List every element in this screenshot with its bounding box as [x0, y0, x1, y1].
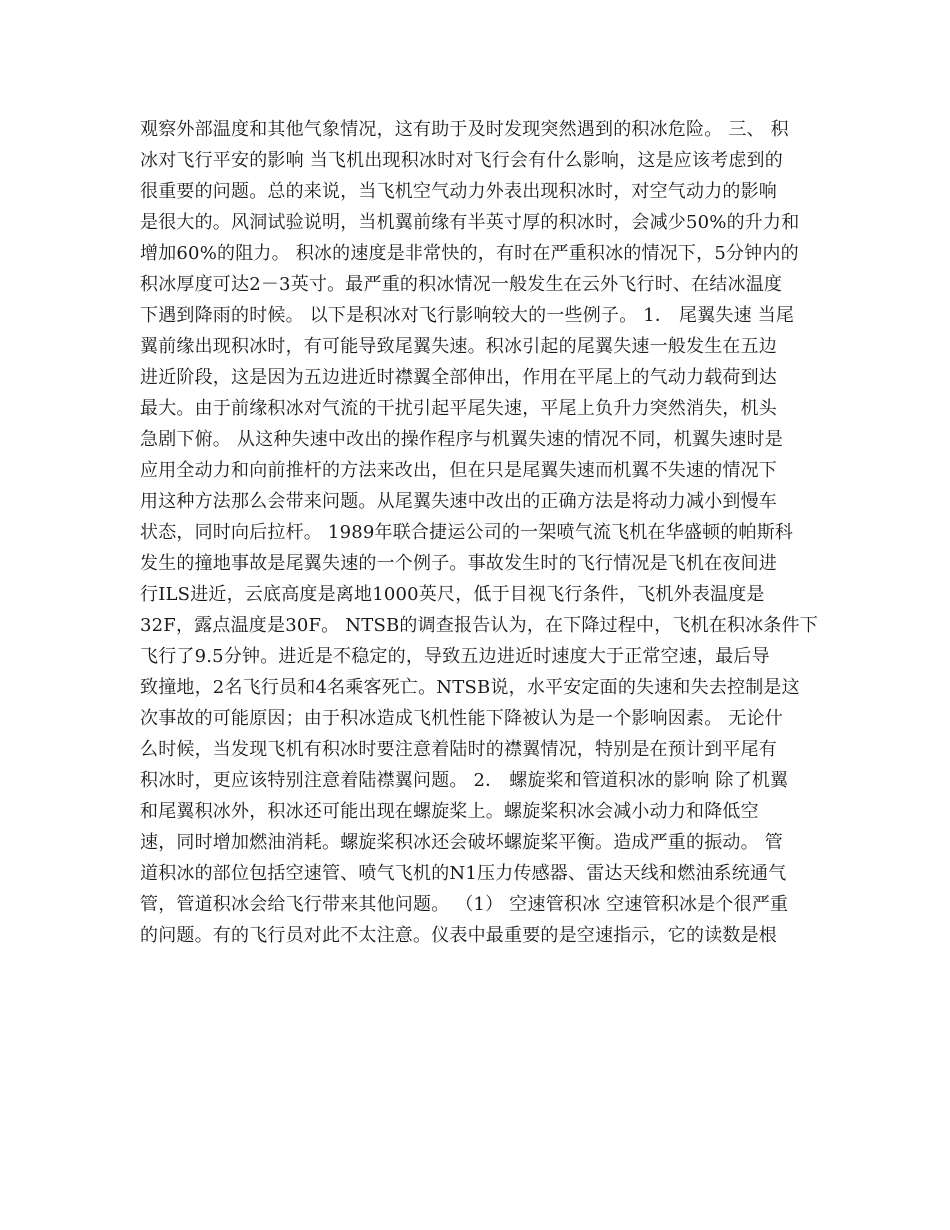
text-line: 进近阶段，这是因为五边进近时襟翼全部伸出，作用在平尾上的气动力载荷到达 [140, 367, 777, 388]
text-line: 么时候，当发现飞机有积冰时要注意着陆时的襟翼情况，特别是在预计到平尾有 [140, 739, 777, 760]
text-line: 最大。由于前缘积冰对气流的干扰引起平尾失速，平尾上负升力突然消失，机头 [140, 398, 777, 419]
text-line: 和尾翼积冰外，积冰还可能出现在螺旋桨上。螺旋桨积冰会减小动力和降低空 [140, 801, 759, 822]
text-line: 积冰厚度可达2－3英寸。最严重的积冰情况一般发生在云外飞行时、在结冰温度 [140, 274, 783, 295]
text-line: 很重要的问题。总的来说，当飞机空气动力外表出现积冰时，对空气动力的影响 [140, 181, 777, 202]
text-line: 是很大的。风洞试验说明，当机翼前缘有半英寸厚的积冰时，会减少50%的升力和 [140, 212, 800, 233]
text-line: 次事故的可能原因；由于积冰造成飞机性能下降被认为是一个影响因素。 无论什 [140, 708, 783, 729]
text-line: 应用全动力和向前推杆的方法来改出，但在只是尾翼失速而机翼不失速的情况下 [140, 460, 777, 481]
text-line: 冰对飞行平安的影响 当飞机出现积冰时对飞行会有什么影响，这是应该考虑到的 [140, 150, 783, 171]
text-line: 飞行了9.5分钟。进近是不稳定的，导致五边进近时速度大于正常空速，最后导 [140, 646, 770, 667]
text-line: 致撞地，2名飞行员和4名乘客死亡。NTSB说，水平安定面的失速和失去控制是这 [140, 677, 800, 698]
text-line: 行ILS进近，云底高度是离地1000英尺，低于目视飞行条件，飞机外表温度是 [140, 584, 765, 605]
text-line: 发生的撞地事故是尾翼失速的一个例子。事故发生时的飞行情况是飞机在夜间进 [140, 553, 777, 574]
body-text [140, 114, 820, 951]
text-line: 观察外部温度和其他气象情况，这有助于及时发现突然遇到的积冰危险。 三、 积 [140, 119, 789, 140]
text-line: 管，管道积冰会给飞行带来其他问题。 （1） 空速管积冰 空速管积冰是个很严重 [140, 894, 789, 915]
text-line: 速，同时增加燃油消耗。螺旋桨积冰还会破坏螺旋桨平衡。造成严重的振动。 管 [140, 832, 783, 853]
text-line: 翼前缘出现积冰时，有可能导致尾翼失速。积冰引起的尾翼失速一般发生在五边 [140, 336, 777, 357]
text-line: 状态，同时向后拉杆。 1989年联合捷运公司的一架喷气流飞机在华盛顿的帕斯科 [140, 522, 794, 543]
text-line: 积冰时，更应该特别注意着陆襟翼问题。 2． 螺旋桨和管道积冰的影响 除了机翼 [140, 770, 789, 791]
text-line: 32F，露点温度是30F。 NTSB的调查报告认为，在下降过程中，飞机在积冰条件下 [140, 615, 819, 636]
text-line: 急剧下俯。 从这种失速中改出的操作程序与机翼失速的情况不同，机翼失速时是 [140, 429, 783, 450]
text-line: 用这种方法那么会带来问题。从尾翼失速中改出的正确方法是将动力减小到慢车 [140, 491, 777, 512]
text-line: 下遇到降雨的时候。 以下是积冰对飞行影响较大的一些例子。 1． 尾翼失速 当尾 [140, 305, 795, 326]
text-line: 的问题。有的飞行员对此不太注意。仪表中最重要的是空速指示，它的读数是根 [140, 925, 777, 946]
text-line: 道积冰的部位包括空速管、喷气飞机的N1压力传感器、雷达天线和燃油系统通气 [140, 863, 787, 884]
text-line: 增加60%的阻力。 积冰的速度是非常快的，有时在严重积冰的情况下，5分钟内的 [140, 243, 799, 264]
